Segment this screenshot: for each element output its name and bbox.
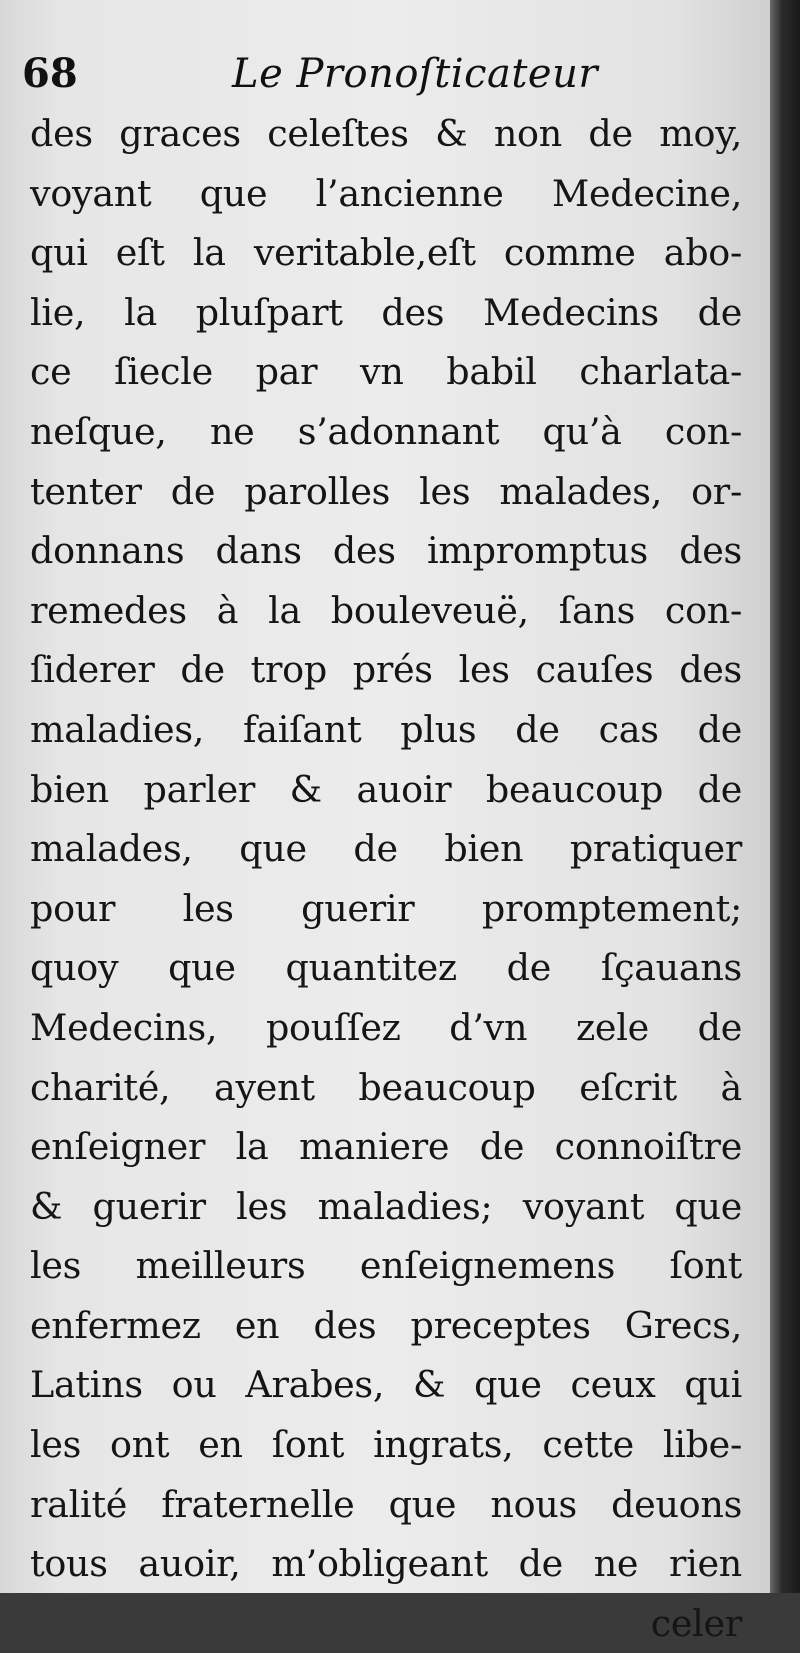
page-number: 68 <box>22 50 78 97</box>
text-line: Latins ou Arabes, & que ceux qui <box>30 1363 742 1407</box>
text-line: ralité fraternelle que nous deuons <box>30 1482 742 1526</box>
text-line: ſiderer de trop prés les cauſes des <box>30 648 742 692</box>
text-line: malades, que de bien pratiquer <box>30 827 742 871</box>
body-text <box>30 104 742 1653</box>
book-spine-edge <box>770 0 800 1593</box>
text-line: maladies, faiſant plus de cas de <box>30 707 742 751</box>
text-line: les meilleurs enſeignemens ſont <box>30 1244 742 1288</box>
text-line: enſeigner la maniere de connoiſtre <box>30 1125 742 1169</box>
text-line: & guerir les maladies; voyant que <box>30 1184 742 1228</box>
text-line: pour les guerir promptement; <box>30 886 742 930</box>
text-line: donnans dans des impromptus des <box>30 529 742 573</box>
text-line: des graces celeſtes & non de moy, <box>30 112 742 155</box>
text-line: Medecins, pouſſez d’vn zele de <box>30 1005 742 1049</box>
text-line: neſque, ne s’adonnant qu’à con- <box>30 409 742 453</box>
text-line: remedes à la bouleveuë, ſans con- <box>30 588 742 632</box>
text-line: ce ſiecle par vn babil charlata- <box>30 350 742 394</box>
text-line: voyant que l’ancienne Medecine, <box>30 171 742 215</box>
text-line: quoy que quantitez de ſçauans <box>30 946 742 990</box>
page-header <box>22 44 752 104</box>
catchword: celer <box>650 1601 742 1645</box>
text-line: lie, la pluſpart des Medecins de <box>30 290 742 334</box>
text-line: tenter de parolles les malades, or- <box>30 469 742 513</box>
running-title: Le Pronoſticateur <box>232 51 598 97</box>
text-line: les ont en ſont ingrats, cette libe- <box>30 1423 742 1467</box>
text-line: bien parler & auoir beaucoup de <box>30 767 742 811</box>
text-line: tous auoir, m’obligeant de ne rien <box>30 1542 742 1586</box>
text-line: enfermez en des preceptes Grecs, <box>30 1303 742 1347</box>
text-line: qui eſt la veritable,eſt comme abo- <box>30 231 742 275</box>
text-line: charité, ayent beaucoup eſcrit à <box>30 1065 742 1109</box>
